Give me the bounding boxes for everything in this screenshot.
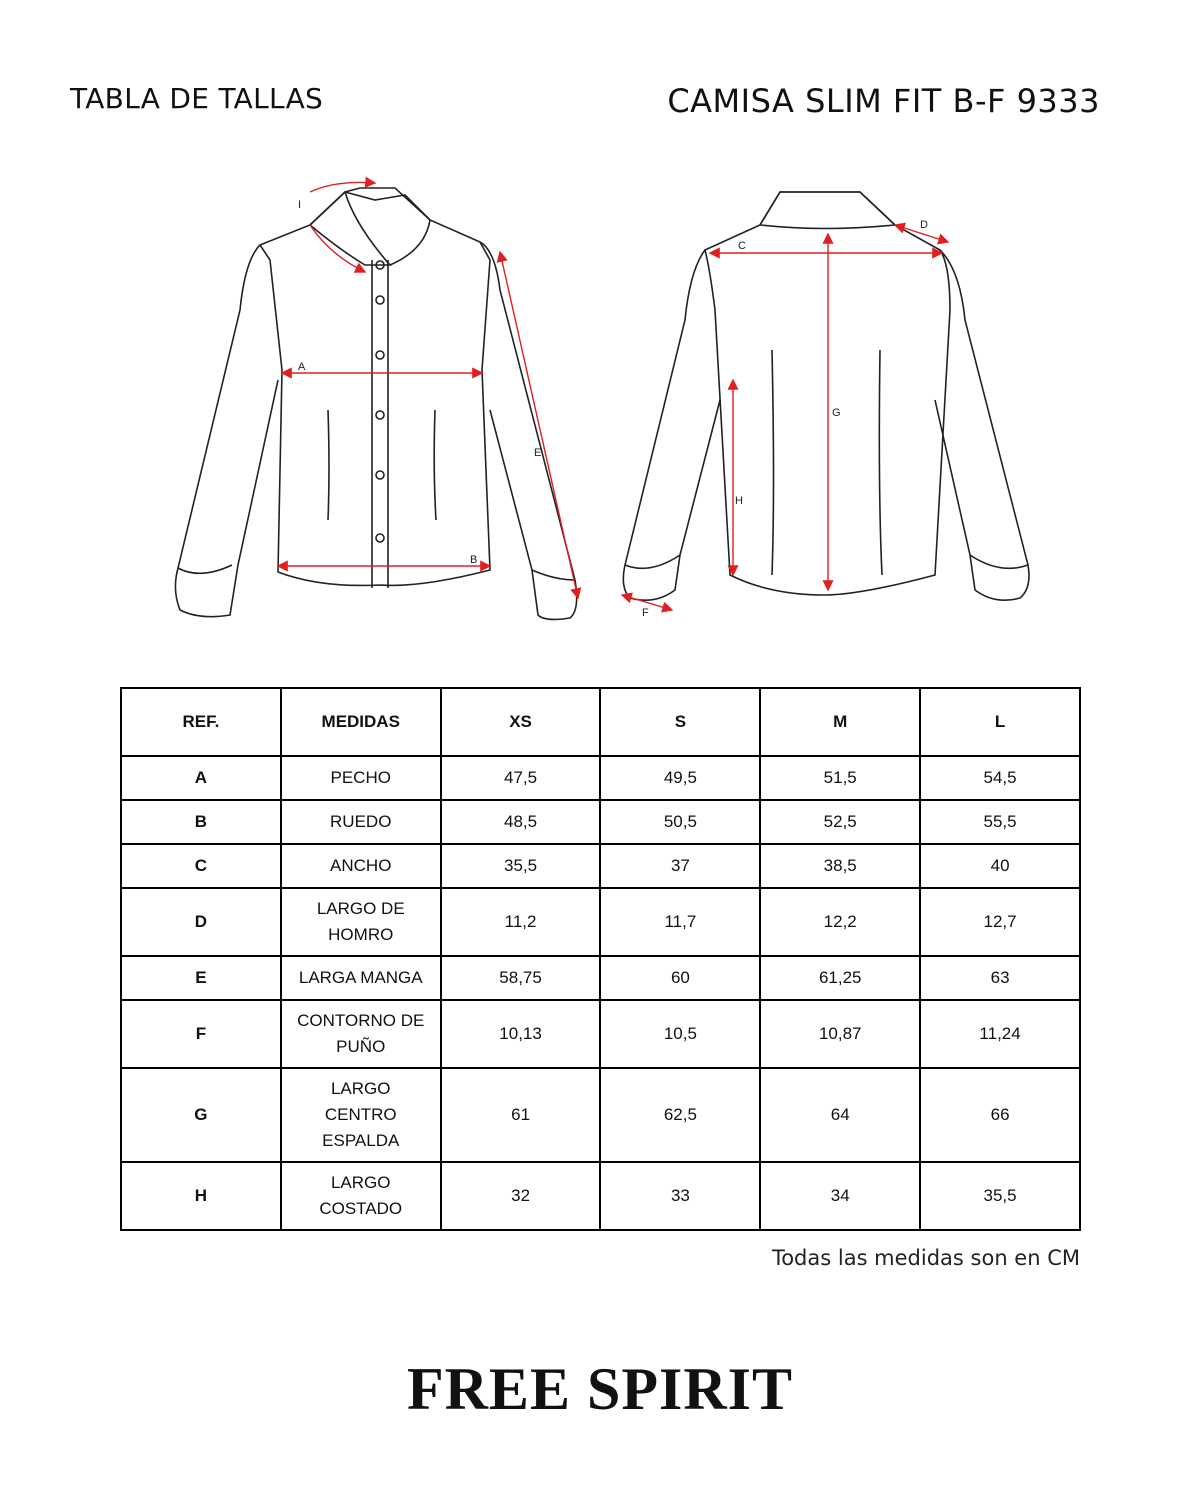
table-row (121, 1068, 1080, 1162)
cell-l: 40 (920, 844, 1080, 888)
page-title: TABLA DE TALLAS (70, 82, 324, 115)
header-s: S (600, 688, 760, 756)
cell-s: 11,7 (600, 888, 760, 956)
cell-ref: B (121, 800, 281, 844)
cell-label: LARGO DE HOMRO (281, 888, 441, 956)
table-row (121, 1162, 1080, 1230)
label-a: A (298, 361, 306, 373)
size-chart-table (120, 687, 1081, 1231)
label-i: I (298, 199, 302, 211)
table-header-row (121, 688, 1080, 756)
cell-label: ANCHO (281, 844, 441, 888)
cell-l: 55,5 (920, 800, 1080, 844)
cell-ref: D (121, 888, 281, 956)
cell-l: 11,24 (920, 1000, 1080, 1068)
header-medidas: MEDIDAS (281, 688, 441, 756)
cell-ref: H (121, 1162, 281, 1230)
cell-label: RUEDO (281, 800, 441, 844)
label-f: F (642, 607, 649, 619)
header-m: M (760, 688, 920, 756)
cell-xs: 32 (441, 1162, 601, 1230)
cell-s: 50,5 (600, 800, 760, 844)
header-ref: REF. (121, 688, 281, 756)
cell-label: LARGO COSTADO (281, 1162, 441, 1230)
label-b: B (470, 554, 478, 566)
shirt-measurement-diagram (160, 170, 1040, 630)
cell-ref: G (121, 1068, 281, 1162)
table-row (121, 888, 1080, 956)
cell-l: 54,5 (920, 756, 1080, 800)
cell-xs: 10,13 (441, 1000, 601, 1068)
brand-logo: FREE SPIRIT (406, 1356, 794, 1422)
cell-m: 52,5 (760, 800, 920, 844)
cell-l: 66 (920, 1068, 1080, 1162)
cell-m: 34 (760, 1162, 920, 1230)
cell-ref: E (121, 956, 281, 1000)
cell-s: 10,5 (600, 1000, 760, 1068)
table-row (121, 800, 1080, 844)
cell-xs: 11,2 (441, 888, 601, 956)
cell-s: 37 (600, 844, 760, 888)
table-row (121, 756, 1080, 800)
cell-l: 35,5 (920, 1162, 1080, 1230)
label-g: G (832, 407, 841, 419)
cell-m: 12,2 (760, 888, 920, 956)
cell-label: LARGO CENTRO ESPALDA (281, 1068, 441, 1162)
cell-m: 51,5 (760, 756, 920, 800)
label-d: D (920, 219, 928, 231)
units-note: Todas las medidas son en CM (771, 1246, 1080, 1270)
table-row (121, 1000, 1080, 1068)
cell-m: 64 (760, 1068, 920, 1162)
cell-s: 60 (600, 956, 760, 1000)
cell-l: 63 (920, 956, 1080, 1000)
cell-ref: A (121, 756, 281, 800)
shirt-front-drawing (175, 188, 576, 619)
cell-xs: 61 (441, 1068, 601, 1162)
table-row (121, 956, 1080, 1000)
label-c: C (738, 240, 746, 252)
label-h: H (735, 495, 743, 507)
label-e: E (534, 447, 542, 459)
cell-xs: 47,5 (441, 756, 601, 800)
cell-l: 12,7 (920, 888, 1080, 956)
cell-ref: C (121, 844, 281, 888)
header-l: L (920, 688, 1080, 756)
table-row (121, 844, 1080, 888)
header-xs: XS (441, 688, 601, 756)
cell-m: 38,5 (760, 844, 920, 888)
product-title: CAMISA SLIM FIT B-F 9333 (667, 82, 1100, 120)
cell-s: 49,5 (600, 756, 760, 800)
cell-label: PECHO (281, 756, 441, 800)
cell-xs: 35,5 (441, 844, 601, 888)
cell-s: 62,5 (600, 1068, 760, 1162)
cell-xs: 58,75 (441, 956, 601, 1000)
cell-ref: F (121, 1000, 281, 1068)
measurement-lines (278, 182, 948, 610)
cell-s: 33 (600, 1162, 760, 1230)
cell-label: CONTORNO DE PUÑO (281, 1000, 441, 1068)
cell-xs: 48,5 (441, 800, 601, 844)
measurement-labels (298, 199, 928, 619)
cell-m: 10,87 (760, 1000, 920, 1068)
cell-m: 61,25 (760, 956, 920, 1000)
cell-label: LARGA MANGA (281, 956, 441, 1000)
